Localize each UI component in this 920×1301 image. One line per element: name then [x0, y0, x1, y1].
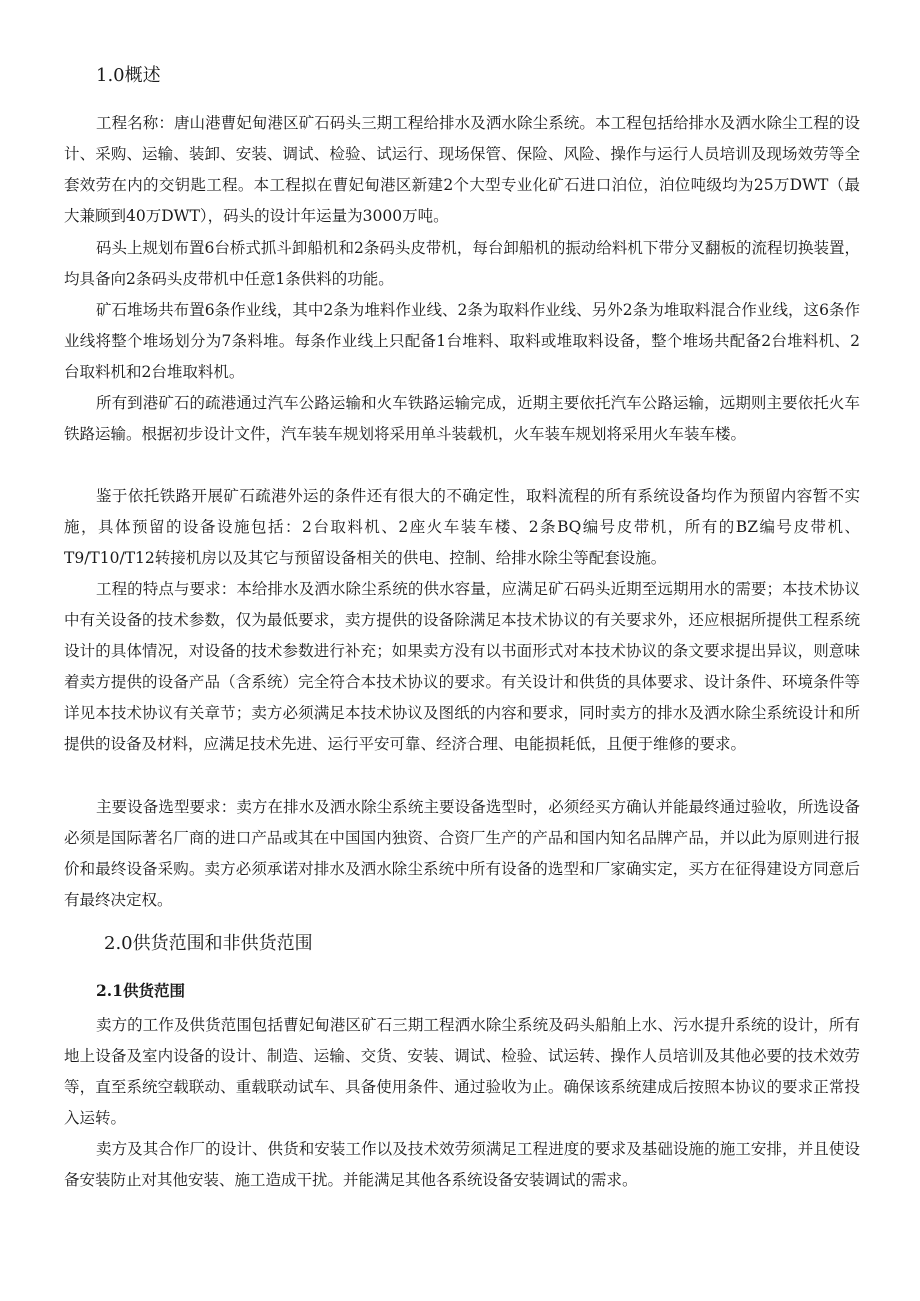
paragraph-transport: 所有到港矿石的疏港通过汽车公路运输和火车铁路运输完成，近期主要依托汽车公路运输，远期则主要依托火车铁路运输。根据初步设计文件，汽车装车规划将采用单斗装载机，火车装车规划将采用火车装车楼。 — [64, 394, 860, 443]
paragraph-project-name: 工程名称：唐山港曹妃甸港区矿石码头三期工程给排水及洒水除尘系统。本工程包括给排水及洒水除尘工程的设计、采购、运输、装卸、安装、调试、检验、试运行、现场保管、保险、风险、操作与运行人员培训及现场效劳等全套效劳在内的交钥匙工程。本工程拟在曹妃甸港区新建2个大型专业化矿石进口泊位，泊位吨级均为25万DWT（最大兼顾到40万DWT），码头的设计年运量为3000万吨。 — [64, 114, 860, 225]
paragraph-characteristics: 工程的特点与要求：本给排水及洒水除尘系统的供水容量，应满足矿石码头近期至远期用水的需要；本技术协议中有关设备的技术参数，仅为最低要求，卖方提供的设备除满足本技术协议的有关要求外，还应根据所提供工程系统设计的具体情况，对设备的技术参数进行补充；如果卖方没有以书面形式对本技术协议的条文要求提出异议，则意味着卖方提供的设备产品（含系统）完全符合本技术协议的要求。有关设计和供货的具体要求、设计条件、环境条件等详见本技术协议有关章节；卖方必须满足本技术协议及图纸的内容和要求，同时卖方的排水及洒水除尘系统设计和所提供的设备及材料，应满足技术先进、运行平安可靠、经济合理、电能损耗低，且便于维修的要求。 — [64, 580, 860, 753]
section-1-heading: 1.0概述 — [96, 65, 161, 86]
paragraph-reserved-equipment: 鉴于依托铁路开展矿石疏港外运的条件还有很大的不确定性，取料流程的所有系统设备均作为预留内容暂不实施，具体预留的设备设施包括：2台取料机、2座火车装车楼、2条BQ编号皮带机，所有的BZ编号皮带机、T9/T10/T12转接机房以及其它与预留设备相关的供电、控制、给排水除尘等配套设施。 — [64, 487, 860, 567]
paragraph-supply-scope: 卖方的工作及供货范围包括曹妃甸港区矿石三期工程洒水除尘系统及码头船舶上水、污水提升系统的设计，所有地上设备及室内设备的设计、制造、运输、交货、安装、调试、检验、试运转、操作人员培训及其他必要的技术效劳等，直至系统空载联动、重载联动试车、具备使用条件、通过验收为止。确保该系统建成后按照本协议的要求正常投入运转。 — [64, 1016, 860, 1127]
paragraph-stockyard: 矿石堆场共布置6条作业线，其中2条为堆料作业线、2条为取料作业线、另外2条为堆取料混合作业线，这6条作业线将整个堆场划分为7条料堆。每条作业线上只配备1台堆料、取料或堆取料设备，整个堆场共配备2台堆料机、2台取料机和2台堆取料机。 — [64, 301, 860, 381]
paragraph-equipment-selection: 主要设备选型要求：卖方在排水及洒水除尘系统主要设备选型时，必须经买方确认并能最终通过验收，所选设备必须是国际著名厂商的进口产品或其在中国国内独资、合资厂生产的产品和国内知名品牌产品，并以此为原则进行报价和最终设备采购。卖方必须承诺对排水及洒水除尘系统中所有设备的选型和厂家确实定，买方在征得建设方同意后有最终决定权。 — [64, 798, 860, 909]
section-2-heading: 2.0供货范围和非供货范围 — [104, 933, 313, 954]
paragraph-cooperation: 卖方及其合作厂的设计、供货和安装工作以及技术效劳须满足工程进度的要求及基础设施的施工安排，并且使设备安装防止对其他安装、施工造成干扰。并能满足其他各系统设备安装调试的需求。 — [64, 1140, 860, 1189]
section-2-1-heading: 2.1供货范围 — [96, 981, 185, 1000]
paragraph-wharf-layout: 码头上规划布置6台桥式抓斗卸船机和2条码头皮带机，每台卸船机的振动给料机下带分叉翻板的流程切换装置，均具备向2条码头皮带机中任意1条供料的功能。 — [64, 239, 860, 288]
